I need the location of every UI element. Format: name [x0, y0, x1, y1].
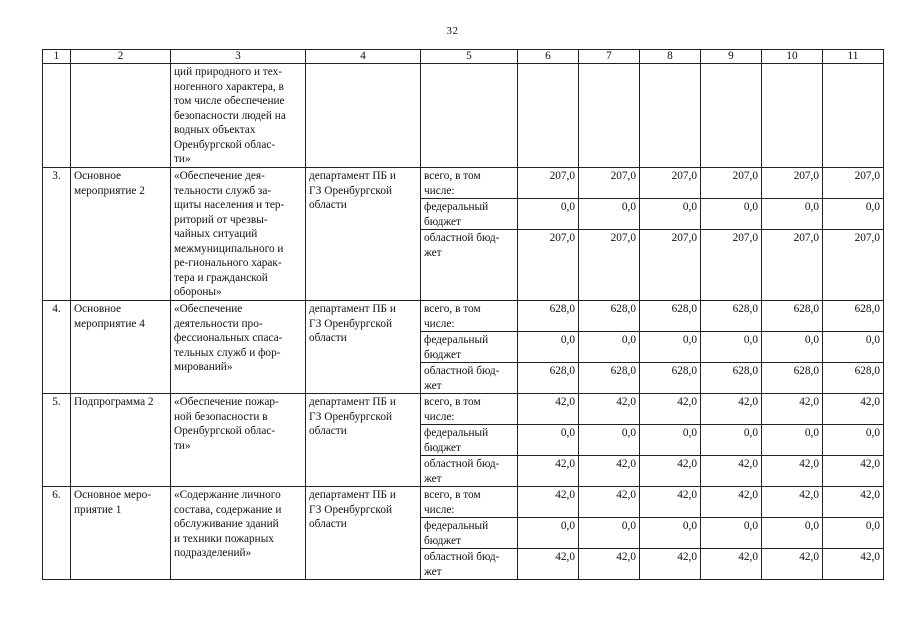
value-cell: 0,0 — [823, 332, 884, 363]
funding-source: областной бюд- жет — [421, 363, 518, 394]
value-cell: 42,0 — [518, 394, 579, 425]
value-cell: 0,0 — [701, 332, 762, 363]
value-cell: 0,0 — [518, 199, 579, 230]
value-cell: 207,0 — [579, 230, 640, 301]
table-row — [43, 394, 884, 425]
column-number: 3 — [171, 50, 306, 64]
executor: департамент ПБ и ГЗ Оренбургской области — [306, 394, 421, 487]
value-cell: 42,0 — [579, 394, 640, 425]
funding-source: федеральный бюджет — [421, 332, 518, 363]
value-cell: 42,0 — [762, 394, 823, 425]
value-cell: 42,0 — [640, 394, 701, 425]
value-cell: 207,0 — [518, 230, 579, 301]
value-cell: 0,0 — [701, 199, 762, 230]
value-cell: 0,0 — [762, 199, 823, 230]
value-cell: 42,0 — [701, 549, 762, 580]
value-cell: 42,0 — [579, 549, 640, 580]
funding-source: всего, в том числе: — [421, 301, 518, 332]
value-cell: 0,0 — [762, 518, 823, 549]
column-number: 5 — [421, 50, 518, 64]
value-cell: 628,0 — [823, 301, 884, 332]
measure-description: «Обеспечение пожар- ной безопасности в Оренбургской облас- ти» — [171, 394, 306, 487]
column-number: 9 — [701, 50, 762, 64]
value-cell: 0,0 — [762, 332, 823, 363]
funding-source: федеральный бюджет — [421, 518, 518, 549]
value-cell: 207,0 — [823, 168, 884, 199]
value-cell: 42,0 — [518, 456, 579, 487]
value-cell: 42,0 — [518, 549, 579, 580]
column-number: 4 — [306, 50, 421, 64]
value-cell: 628,0 — [762, 301, 823, 332]
value-cell: 0,0 — [518, 518, 579, 549]
executor: департамент ПБ и ГЗ Оренбургской области — [306, 168, 421, 301]
value-cell: 42,0 — [762, 487, 823, 518]
funding-source: федеральный бюджет — [421, 199, 518, 230]
value-cell: 207,0 — [640, 168, 701, 199]
measure-type: Основное меро- приятие 1 — [71, 487, 171, 580]
row-number: 5. — [43, 394, 71, 487]
value-cell: 207,0 — [762, 168, 823, 199]
value-cell: 207,0 — [640, 230, 701, 301]
value-cell: 628,0 — [640, 301, 701, 332]
funding-source: всего, в том числе: — [421, 394, 518, 425]
value-cell: 42,0 — [579, 487, 640, 518]
value-cell: 207,0 — [518, 168, 579, 199]
column-number: 1 — [43, 50, 71, 64]
measure-description: «Обеспечение дея- тельности служб за- щиты населения и тер- риторий от чрезвы- чайных ситуаций межмуниципального и ре-гионального харак- тера и гражданской обороны» — [171, 168, 306, 301]
value-cell: 207,0 — [762, 230, 823, 301]
value-cell: 42,0 — [762, 549, 823, 580]
table-row — [43, 301, 884, 332]
value-cell: 0,0 — [640, 518, 701, 549]
measure-description: «Содержание личного состава, содержание и обслуживание зданий и техники пожарных подразделений» — [171, 487, 306, 580]
continuation-row — [43, 64, 884, 168]
value-cell: 628,0 — [518, 363, 579, 394]
value-cell: 0,0 — [518, 332, 579, 363]
value-cell: 0,0 — [701, 518, 762, 549]
value-cell: 0,0 — [579, 199, 640, 230]
value-cell: 42,0 — [762, 456, 823, 487]
value-cell: 42,0 — [823, 456, 884, 487]
value-cell: 628,0 — [823, 363, 884, 394]
value-cell: 207,0 — [701, 168, 762, 199]
value-cell: 0,0 — [579, 425, 640, 456]
measure-type: Основное мероприятие 4 — [71, 301, 171, 394]
value-cell: 42,0 — [823, 549, 884, 580]
measure-type: Подпрограмма 2 — [71, 394, 171, 487]
measure-description: ций природного и тех- ногенного характера, в том числе обеспечение безопасности людей на водных объектах Оренбургской облас- ти» — [171, 64, 306, 168]
column-number: 2 — [71, 50, 171, 64]
value-cell: 0,0 — [823, 518, 884, 549]
funding-source: всего, в том числе: — [421, 168, 518, 199]
value-cell: 0,0 — [762, 425, 823, 456]
value-cell: 628,0 — [640, 363, 701, 394]
value-cell: 207,0 — [579, 168, 640, 199]
column-number: 6 — [518, 50, 579, 64]
value-cell: 42,0 — [518, 487, 579, 518]
executor: департамент ПБ и ГЗ Оренбургской области — [306, 301, 421, 394]
column-number: 11 — [823, 50, 884, 64]
value-cell: 0,0 — [579, 332, 640, 363]
value-cell: 0,0 — [640, 425, 701, 456]
value-cell: 42,0 — [701, 394, 762, 425]
value-cell: 42,0 — [701, 456, 762, 487]
value-cell: 42,0 — [823, 394, 884, 425]
column-number-row — [43, 50, 884, 64]
value-cell: 628,0 — [701, 301, 762, 332]
value-cell: 0,0 — [701, 425, 762, 456]
executor: департамент ПБ и ГЗ Оренбургской области — [306, 487, 421, 580]
page-number: 32 — [446, 25, 459, 37]
value-cell: 0,0 — [823, 199, 884, 230]
value-cell: 0,0 — [640, 332, 701, 363]
value-cell: 0,0 — [518, 425, 579, 456]
value-cell: 628,0 — [579, 301, 640, 332]
value-cell: 628,0 — [762, 363, 823, 394]
column-number: 10 — [762, 50, 823, 64]
funding-source: областной бюд- жет — [421, 456, 518, 487]
value-cell: 207,0 — [701, 230, 762, 301]
table-row — [43, 487, 884, 518]
column-number: 7 — [579, 50, 640, 64]
table-row — [43, 168, 884, 199]
funding-source: областной бюд- жет — [421, 549, 518, 580]
row-number: 4. — [43, 301, 71, 394]
value-cell: 42,0 — [640, 456, 701, 487]
measure-description: «Обеспечение деятельности про- фессиональных спаса- тельных служб и фор- мирований» — [171, 301, 306, 394]
funding-source: федеральный бюджет — [421, 425, 518, 456]
value-cell: 42,0 — [579, 456, 640, 487]
value-cell: 207,0 — [823, 230, 884, 301]
value-cell: 42,0 — [640, 549, 701, 580]
funding-source: всего, в том числе: — [421, 487, 518, 518]
row-number: 3. — [43, 168, 71, 301]
value-cell: 42,0 — [701, 487, 762, 518]
value-cell: 42,0 — [640, 487, 701, 518]
row-number: 6. — [43, 487, 71, 580]
funding-source: областной бюд- жет — [421, 230, 518, 301]
value-cell: 0,0 — [823, 425, 884, 456]
value-cell: 0,0 — [640, 199, 701, 230]
measure-type: Основное мероприятие 2 — [71, 168, 171, 301]
value-cell: 628,0 — [579, 363, 640, 394]
column-number: 8 — [640, 50, 701, 64]
value-cell: 628,0 — [518, 301, 579, 332]
value-cell: 0,0 — [579, 518, 640, 549]
value-cell: 628,0 — [701, 363, 762, 394]
value-cell: 42,0 — [823, 487, 884, 518]
budget-table — [42, 49, 884, 580]
